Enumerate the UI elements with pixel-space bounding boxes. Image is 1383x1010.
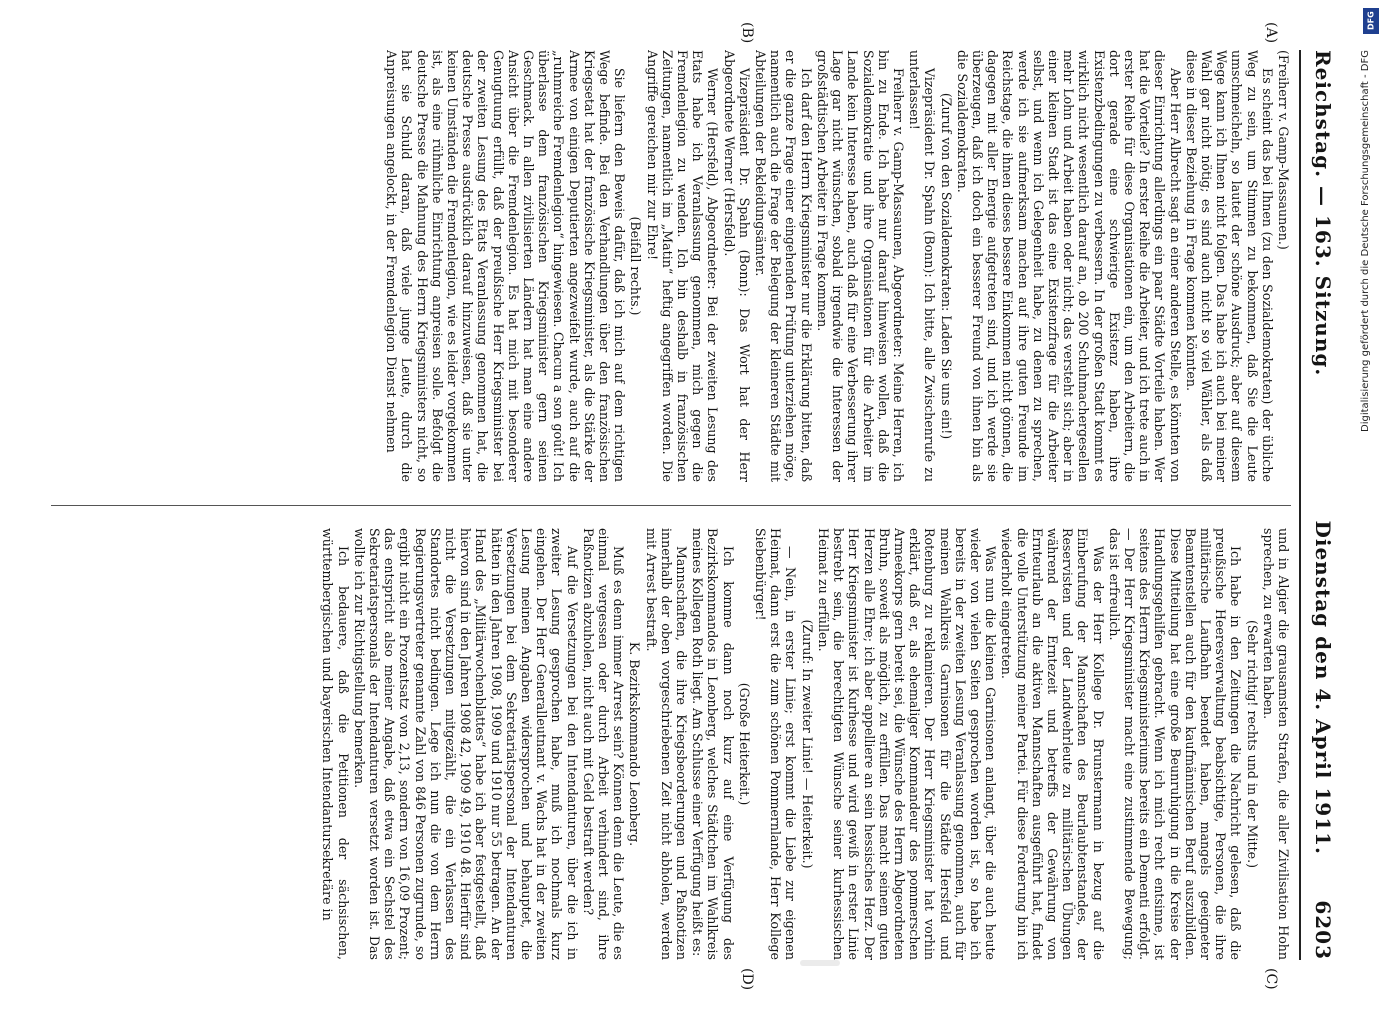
paragraph: Aber Herr Albrecht sagt an einer anderen Stelle, es könnten von dieser Einrichtung allerdings ein paar Städte Vorteile haben. Wer hat die Vorteile? In erster Reihe die Arbeiter, und ich trete auch in erster Reihe für diese Organisationen ein, um den Arbeitern, die dort gerade eine schwierige Existenz haben, ihre Existenzbedingungen zu verbessern. In der großen Stadt kommt es wirklich nicht wesentlich darauf an, ob 200 Schuhmachergesellen mehr Lohn und Arbeit haben oder nicht; das versteht sich; aber in einer kleinen Stadt ist das eine Existenzfrage für die Arbeiter selbst, und wenn ich Gelegenheit habe, zu denen zu sprechen, werde ich sie aufmerksam machen auf ihre guten Freunde im Reichstage, die ihnen dieses bessere Einkommen nicht gönnen, die dagegen mit aller Energie aufgetreten sind, und ich werde sie überzeugen, daß ich doch ein besserer Freund von ihnen bin als die Sozialdemokraten. [954, 50, 1183, 482]
margin-marker-c: (C) [1263, 968, 1279, 990]
paragraph: (Beifall rechts.) [628, 216, 644, 316]
margin-marker-b: (B) [739, 22, 755, 44]
paragraph: Vizepräsident Dr. Spahn (Bonn): Ich bitte, alle Zwischenrufe zu unterlassen! [907, 50, 938, 482]
attribution-text: Digitalisierung gefördert durch die Deutsche Forschungsgemeinschaft - DFG [1360, 50, 1371, 433]
paragraph: (Freiherr v. Gamp-Massaunen.) [1276, 50, 1291, 250]
paragraph: K. Bezirkskommando Leonberg. [627, 641, 643, 847]
column-divider [51, 505, 1291, 506]
margin-marker-d: (D) [739, 968, 755, 991]
margin-marker-a: (A) [1263, 22, 1279, 44]
paragraph: Freiherr v. Gamp-Massaunen, Abgeordneter: Meine Herren, ich bin zu Ende. Ich habe nur darauf hinweisen wollen, daß die Sozialdemokratie und ihre Organisationen für die Arbeiter im Lande kein Interesse haben, auch daß für eine Verbesserung ihrer Lage gar nicht wünschen, sobald irgendwie die Interessen der großstädtischen Arbeiter in Frage kommen. [814, 50, 906, 482]
paragraph: (Sehr richtig! rechts und in der Mitte.) [1244, 619, 1260, 869]
page-header [1299, 50, 1345, 960]
paragraph: Vizepräsident Dr. Spahn (Bonn): Das Wort hat der Herr Abgeordnete Werner (Hersfeld). [721, 50, 752, 482]
paragraph: — Nein, in erster Linie; erst kommt die Liebe zur eigenen Heimat, dann erst die zum schönen Pommernlande, Herr Kollege Siebenbürger! [753, 528, 799, 960]
scan-smudge [800, 960, 840, 966]
rotated-page [35, 22, 1345, 991]
paragraph: Ich bedauere, daß die Petitionen der sächsischen, württembergischen und bayerischen Intendantursekretäre in [320, 528, 351, 960]
paragraph: Werner (Hersfeld), Abgeordneter: Bei der zweiten Lesung des Etats habe ich Veranlassung genommen, mich gegen die Fremdenlegion zu wenden. Ich bin deshalb in französischen Zeitungen, namentlich im „Matin“ heftig angegriffen worden. Die Angriffe gereichen mir zur Ehre! [644, 50, 721, 482]
paragraph: Auf die Versetzungen bei den Intendanturen, über die ich in zweiter Lesung gesprochen habe, muß ich nochmals kurz eingehen. Der Herr Generalleutnant v. Wachs hat in der zweiten Lesung meinen Angaben widersprochen und behauptet, die Versetzungen bei dem Sekretariatspersonal der Intendanturen hätten in den Jahren 1908, 1909 und 1910 nur 55 betragen. An der Hand des „Militärwochenblattes“ habe ich aber festgestellt, daß hiervon sind in den Jahren 1908 42, 1909 49, 1910 48. Hierfür sind nicht die Versetzungen mitgezählt, die ein Verlassen des Standortes nicht bedingen. Lege ich nun die von dem Herrn Regierungsvertreter genannte Zahl von 846 Personen zugrunde, so ergibt nicht ein Prozentsatz von 2,13, sondern von 16,09 Prozent; das entspricht also meiner Angabe, daß etwa ein Sechstel des Sekretariatspersonals der Intendanturen versetzt worden ist. Das wollte ich zur Richtigstellung bemerken. [351, 528, 580, 960]
attribution-strip [1360, 10, 1380, 990]
paragraph: (Große Heiterkeit.) [736, 682, 752, 806]
paragraph: Ich habe in den Zeitungen die Nachricht gelesen, daß die preußische Heeresverwaltung beabsichtige, Personen, die ihre militärische Laufbahn beendet haben, mangels geeigneter Beamtenstellen auch für den kaufmännischen Beruf auszubilden. Diese Mitteilung hat eine große Beunruhigung in die Kreise der Handlungsgehilfen gebracht. Wenn ich mich recht entsinne, ist seitens des Herrn Kriegsministeriums bereits ein Dementi erfolgt. — Der Herr Kriegsminister macht eine zustimmende Bewegung; das ist erfreulich. [1106, 528, 1244, 960]
header-date: Dienstag den 4. April 1911. [1311, 520, 1335, 855]
page-number: 6203 [1311, 900, 1335, 961]
paragraph: Muß es denn immer Arrest sein? Können denn die Leute, die es einmal vergessen oder durch Arbeit verhindert sind, ihre Paßnotizen abzuholen, nicht auch mit Geld bestraft werden? [580, 528, 627, 960]
paragraph: Was nun die kleinen Garnisonen anlangt, über die auch heute wieder von vielen Seiten gesprochen worden ist, so habe ich bereits in der zweiten Lesung Veranlassung genommen, auch für meinen Wahlkreis Garnisonen für die Städte Hersfeld und Rotenburg zu reklamieren. Der Herr Kriegsminister hat vorhin erklärt, daß er, als ehemaliger Kommandeur des pommerschen Armeekorps gern bereit sei, die Wünsche des Herrn Abgeordneten Bruhn, soweit als möglich, zu erfüllen. Das macht seinem guten Herzen alle Ehre; ich aber appelliere an sein hessisches Herz. Der Herr Kriegsminister ist Kurhesse und wird gewiß in erster Linie bestrebt sein, die berechtigten Wünsche seiner kurhessischen Heimat zu erfüllen. [815, 528, 999, 960]
paragraph: Ich darf den Herrn Kriegsminister nur die Erklärung bitten, daß er die ganze Frage einer eingehenden Prüfung unterziehen möge, namentlich auch die Frage der Belegung der kleineren Städte mit Abteilungen der Bekleidungsämter. [753, 50, 814, 482]
right-text-column [51, 528, 1291, 960]
paragraph: (Zuruf von den Sozialdemokraten: Laden Sie uns ein!) [938, 92, 954, 440]
paragraph: Mannschaften, die ihre Kriegsbeorderungen und Paßnotizen innerhalb der oben vorgeschriebenen Zeit nicht abholen, werden mit Arrest bestraft. [643, 528, 690, 960]
paragraph: und in Algier die grausamsten Strafen, die aller Zivilisation Hohn sprechen, zu erwarten haben. [1260, 528, 1291, 960]
paragraph: Es scheint das bei Ihnen (zu den Sozialdemokraten) der übliche Weg zu sein, um Stimmen zu bekommen, daß Sie die Leute umschmeicheln, so lautet der schöne Ausdruck; aber auf diesem Wege kann ich Ihnen nicht folgen. Das habe ich auch bei meiner Wahl gar nicht nötig; es sind auch nicht so viel Wähler, als daß diese in dieser Beziehung in Frage kommen könnten. [1183, 50, 1275, 482]
paragraph: (Zuruf: In zweiter Linie! — Heiterkeit.) [799, 619, 815, 869]
paragraph: Was der Herr Kollege Dr. Brunstermann in bezug auf die Einberufung der Mannschaften des Beurlaubtenstandes, der Reservisten und der Landwehrleute zu militärischen Übungen während der Erntezeit und betreffs der Gewährung von Ernteurlaub an die aktiven Mannschaften ausgeführt hat, findet die volle Unterstützung meiner Partei. Für diese Forderung bin ich wiederholt eingetreten. [999, 528, 1106, 960]
paragraph: Sie liefern den Beweis dafür, daß ich mich auf dem richtigen Wege befinde. Bei den Verhandlungen über den französischen Kriegsetat hat der französische Kriegsminister, als die Stärke der Armee von einigen Deputierten angezweifelt wurde, auch auf die „ruhmreiche Fremdenlegion“ hingewiesen. Chacun a son goût! Ich überlasse dem französischen Kriegsminister gern seinen Geschmack. In allen zivilisierten Ländern hat man eine andere Ansicht über die Fremdenlegion. Es hat mich mit besonderer Genugtuung erfüllt, daß der preußische Herr Kriegsminister bei der zweiten Lesung des Etats Veranlassung genommen hat, die deutsche Presse ausdrücklich darauf hinzuweisen, daß sie unter keinen Umständen die Fremdenlegion, wie es leider vorgekommen ist, als eine rühmliche Einrichtung anpreisen solle. Befolgt die deutsche Presse die Mahnung des Herrn Kriegsministers nicht, so hat sie Schuld daran, daß viele junge Leute, durch die Anpreisungen angelockt, in der Fremdenlegion Dienst nehmen [384, 50, 628, 482]
header-session: Reichstag. — 163. Sitzung. [1311, 50, 1335, 377]
left-text-column [51, 50, 1291, 482]
dfg-logo: DFG [1363, 8, 1379, 34]
paragraph: Ich komme dann noch kurz auf eine Verfügung des Bezirkskommandos in Leonberg, welches Städtchen im Wahlkreis meines Kollegen Roth liegt. Am Schlusse einer Verfügung heißt es: [690, 528, 736, 960]
